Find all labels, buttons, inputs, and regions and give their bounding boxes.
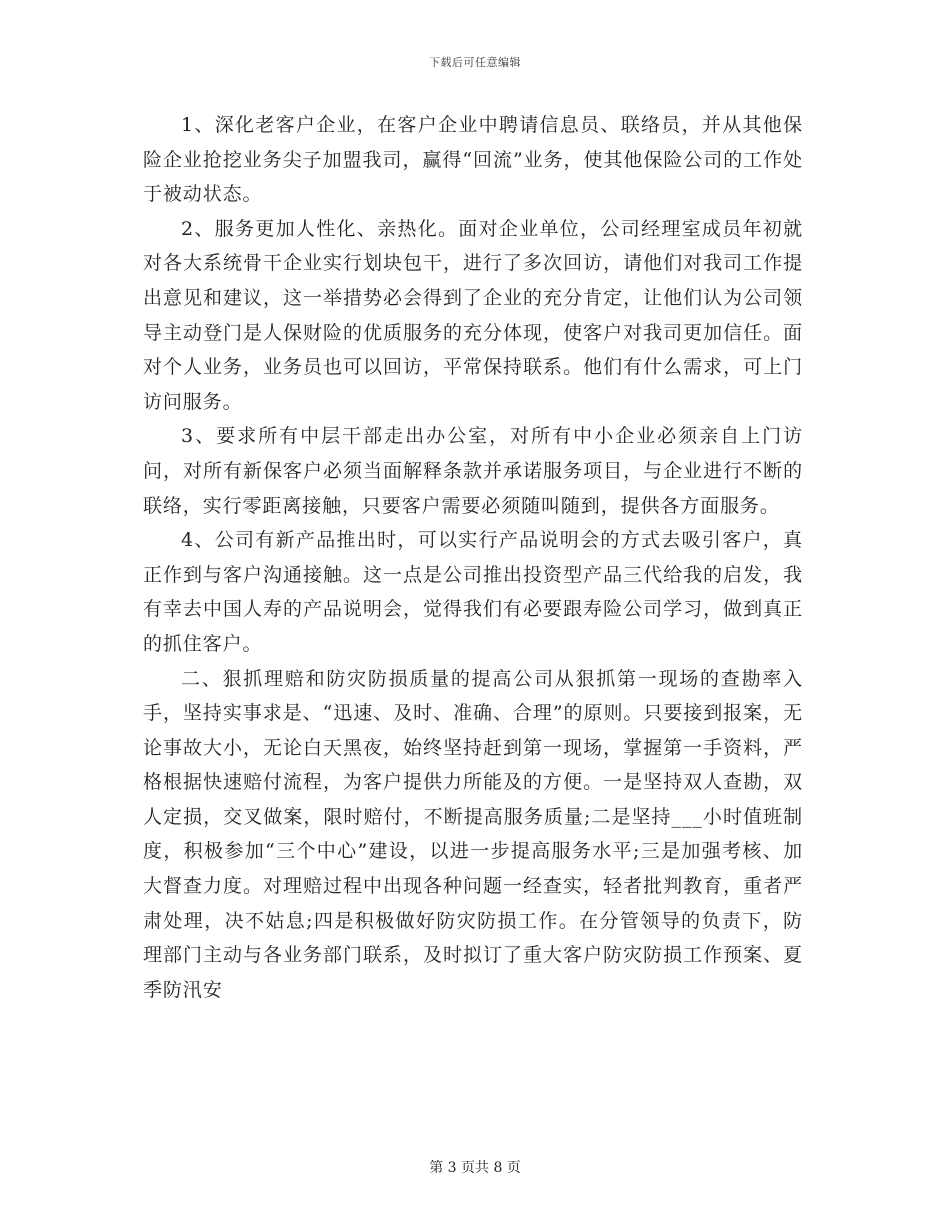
paragraph-5: 二、狠抓理赔和防灾防损质量的提高公司从狠抓第一现场的查勘率入手，坚持实事求是、“迅速、及时、准确、合理”的原则。只要接到报案，无论事故大小，无论白天黑夜，始终坚持赶到第一现场，掌握第一手资料，严格根据快速赔付流程，为客户提供力所能及的方便。一是坚持双人查勘，双人定损，交叉做案，限时赔付，不断提高服务质量;二是坚持___小时值班制度，积极参加“三个中心”建设，以进一步提高服务水平;三是加强考核、加大督查力度。对理赔过程中出现各种问题一经查实，轻者批判教育，重者严肃处理，决不姑息;四是积极做好防灾防损工作。在分管领导的负责下，防理部门主动与各业务部门联系，及时拟订了重大客户防灾防损工作预案、夏季防汛安 <box>143 667 803 1001</box>
paragraph-3: 3、要求所有中层干部走出办公室，对所有中小企业必须亲自上门访问，对所有新保客户必须当面解释条款并承诺服务项目，与企业进行不断的联络，实行零距离接触，只要客户需要必须随叫随到，提供各方面服务。 <box>143 425 803 517</box>
page-header: 下载后可任意编辑 <box>429 56 521 69</box>
page-footer: 第 3 页共 8 页 <box>429 1160 521 1176</box>
paragraph-1: 1、深化老客户企业，在客户企业中聘请信息员、联络员，并从其他保险企业抢挖业务尖子加盟我司，赢得“回流”业务，使其他保险公司的工作处于被动状态。 <box>143 114 803 206</box>
paragraph-2: 2、服务更加人性化、亲热化。面对企业单位，公司经理室成员年初就对各大系统骨干企业实行划块包干，进行了多次回访，请他们对我司工作提出意见和建议，这一举措势必会得到了企业的充分肯定，让他们认为公司领导主动登门是人保财险的优质服务的充分体现，使客户对我司更加信任。面对个人业务，业务员也可以回访，平常保持联系。他们有什么需求，可上门访问服务。 <box>143 217 803 413</box>
document-body <box>143 108 803 1007</box>
paragraph-4: 4、公司有新产品推出时，可以实行产品说明会的方式去吸引客户，真正作到与客户沟通接触。这一点是公司推出投资型产品三代给我的启发，我有幸去中国人寿的产品说明会，觉得我们有必要跟寿险公司学习，做到真正的抓住客户。 <box>143 529 803 655</box>
